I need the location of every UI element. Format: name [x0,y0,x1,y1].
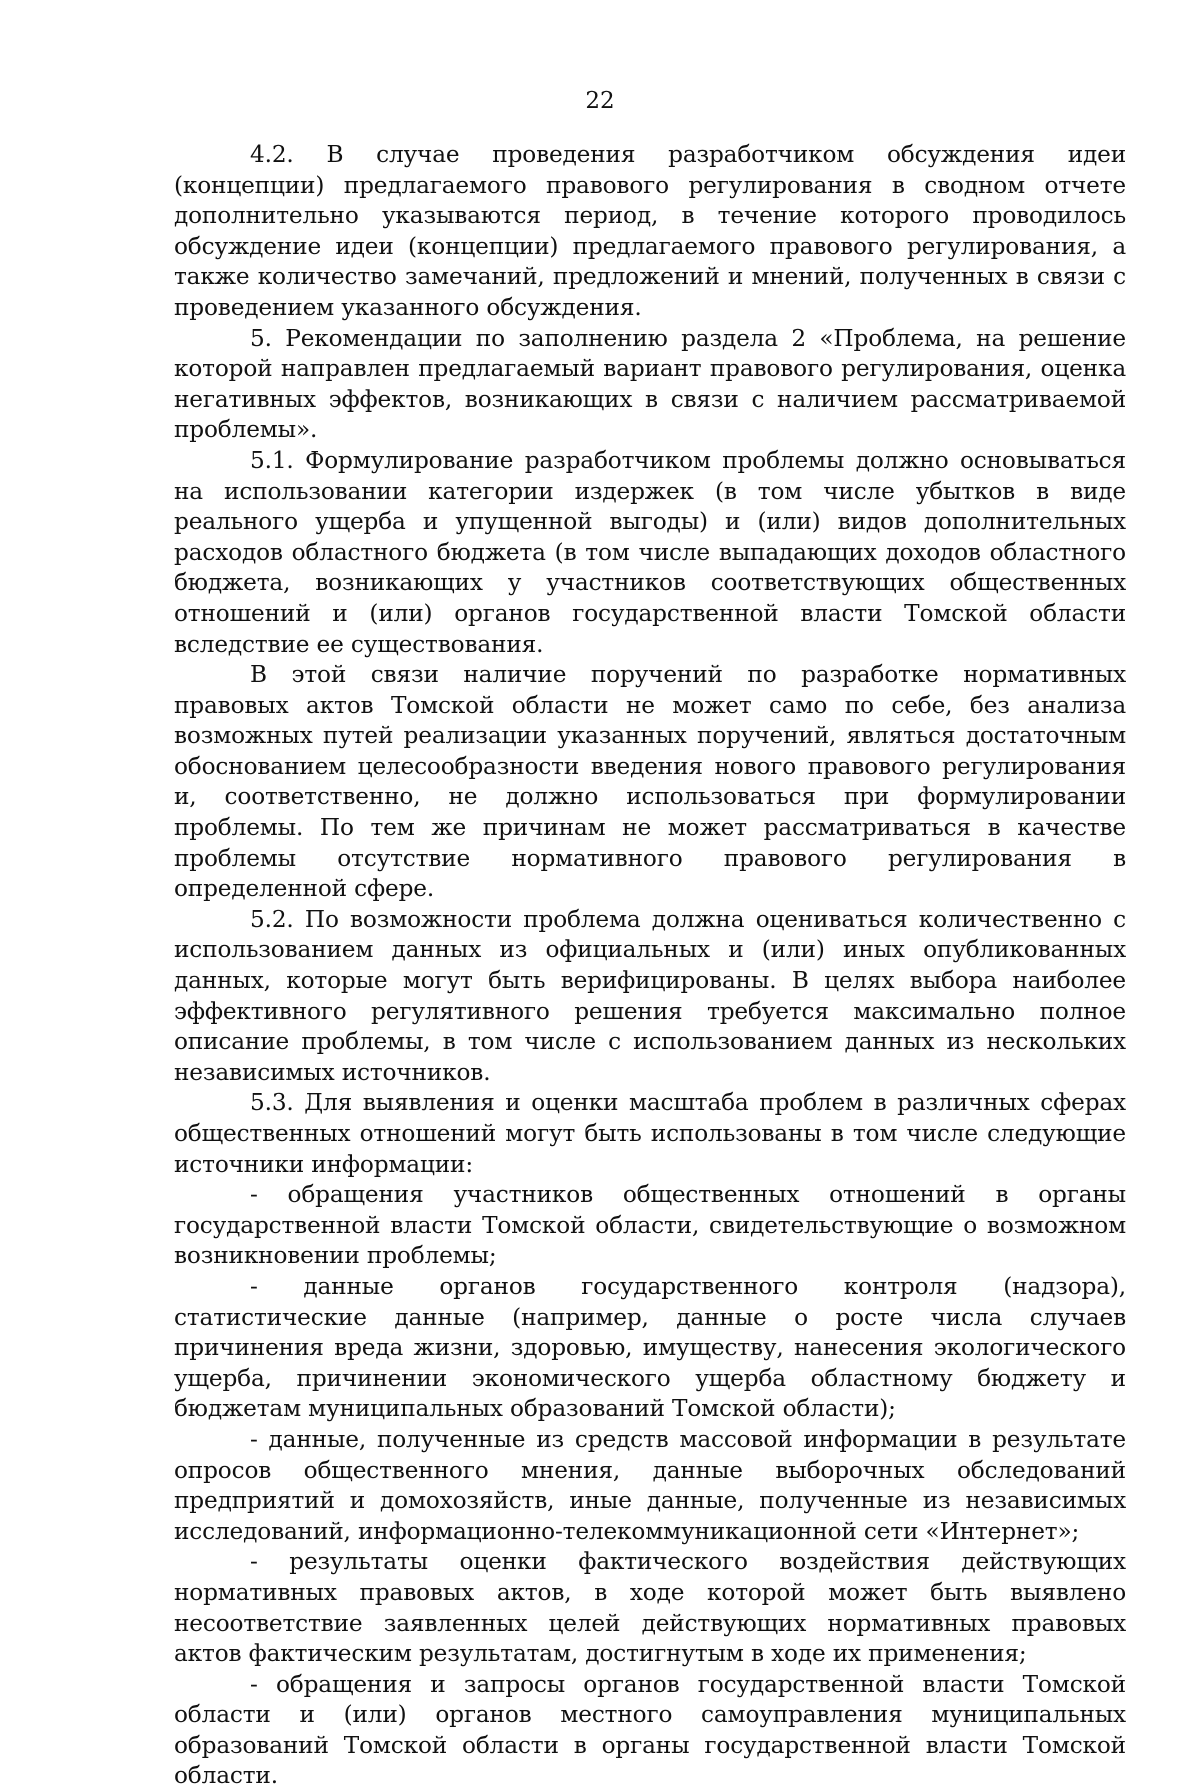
list-item: - обращения участников общественных отношений в органы государственной власти Томской области, свидетельствующие о возможном возникновении проблемы; [174,1181,1126,1270]
paragraph-5-2: 5.2. По возможности проблема должна оцениваться количественно с использованием данных из официальных и (или) иных опубликованных данных, которые могут быть верифицированы. В целях выбора наиболее эффективного регулятивного решения требуется максимально полное описание проблемы, в том числе с использованием данных из нескольких независимых источников. [174,905,1126,1086]
list-item: - данные органов государственного контроля (надзора), статистические данные (например, данные о росте числа случаев причинения вреда жизни, здоровью, имуществу, нанесения экологического ущерба, причинении экономического ущерба областному бюджету и бюджетам муниципальных образований Томской области); [174,1272,1126,1423]
list-item: - данные, полученные из средств массовой информации в результате опросов общественного мнения, данные выборочных обследований предприятий и домохозяйств, иные данные, полученные из независимых исследований, информационно-телекоммуникационной сети «Интернет»; [174,1425,1126,1545]
paragraph-5-1-continued: В этой связи наличие поручений по разработке нормативных правовых актов Томской области не может само по себе, без анализа возможных путей реализации указанных поручений, являться достаточным обоснованием целесообразности введения нового правового регулирования и, соответственно, не должно использоваться при формулировании проблемы. По тем же причинам не может рассматриваться в качестве проблемы отсутствие нормативного правового регулирования в определенной сфере. [174,661,1126,903]
list-item: - обращения и запросы органов государственной власти Томской области и (или) органов местного самоуправления муниципальных образований Томской области в органы государственной власти Томской области. [174,1670,1126,1790]
paragraph-4-2: 4.2. В случае проведения разработчиком обсуждения идеи (концепции) предлагаемого правового регулирования в сводном отчете дополнительно указываются период, в течение которого проводилось обсуждение идеи (концепции) предлагаемого правового регулирования, а также количество замечаний, предложений и мнений, полученных в связи с проведением указанного обсуждения. [174,141,1126,321]
document-body [174,140,1126,1792]
page-number: 22 [585,88,615,114]
paragraph-5: 5. Рекомендации по заполнению раздела 2 «Проблема, на решение которой направлен предлагаемый вариант правового регулирования, оценка негативных эффектов, возникающих в связи с наличием рассматриваемой проблемы». [174,324,1126,444]
list-item: - результаты оценки фактического воздействия действующих нормативных правовых актов, в ходе которой может быть выявлено несоответствие заявленных целей действующих нормативных правовых актов фактическим результатам, достигнутым в ходе их применения; [174,1548,1126,1668]
paragraph-5-1: 5.1. Формулирование разработчиком проблемы должно основываться на использовании категории издержек (в том числе убытков в виде реального ущерба и упущенной выгоды) и (или) видов дополнительных расходов областного бюджета (в том числе выпадающих доходов областного бюджета, возникающих у участников соответствующих общественных отношений и (или) органов государственной власти Томской области вследствие ее существования. [174,446,1126,658]
paragraph-5-3: 5.3. Для выявления и оценки масштаба проблем в различных сферах общественных отношений могут быть использованы в том числе следующие источники информации: [174,1089,1126,1178]
